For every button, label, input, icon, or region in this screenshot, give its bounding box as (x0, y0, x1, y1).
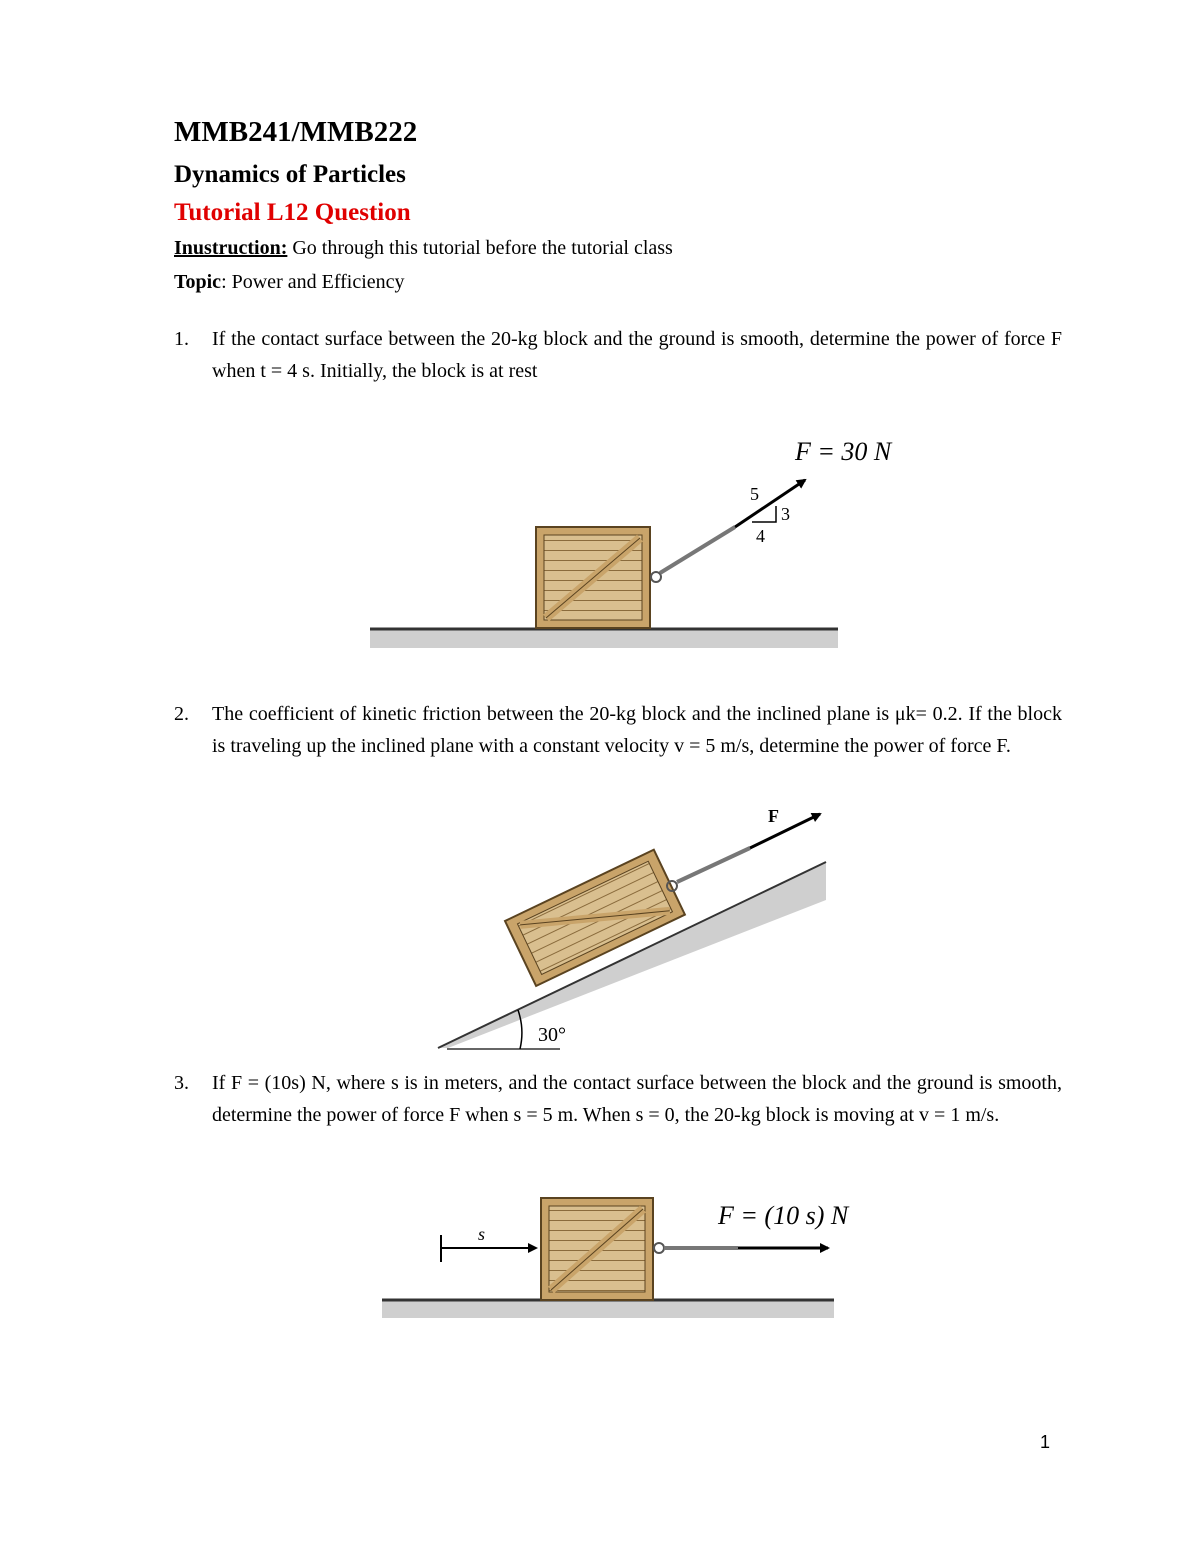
question-text: The coefficient of kinetic friction between the 20-kg block and the inclined plane is μk= 0.2. If the block is traveling up the inclined plane with a constant velocity v = 5 m/s, determine the power of force F. (212, 703, 1062, 757)
figure-2 (438, 806, 826, 1049)
topic-label: Topic (174, 271, 222, 293)
figure-1 (370, 437, 893, 648)
question-text: If F = (10s) N, where s is in meters, and the contact surface between the block and the ground is smooth, determine the power of force F when s = 5 m. When s = 0, the 20-kg block is moving at v = 1 m/s. (212, 1072, 1062, 1126)
page-number: 1 (1040, 1432, 1051, 1452)
force-label: F = (10 s) N (718, 1201, 849, 1230)
crate (536, 527, 650, 628)
hook-icon (654, 1243, 664, 1253)
slope-run-label: 4 (756, 526, 765, 546)
figure-3 (382, 1198, 850, 1318)
cable (660, 527, 735, 573)
question-number: 2. (174, 703, 189, 725)
question-number: 1. (174, 328, 189, 350)
hook-icon (651, 572, 661, 582)
position-label: s (478, 1224, 486, 1244)
force-label: F (768, 806, 779, 826)
question-number: 3. (174, 1072, 189, 1094)
subject-title: Dynamics of Particles (174, 161, 406, 188)
angle-label: 30° (538, 1024, 566, 1046)
topic-text: : Power and Efficiency (221, 271, 405, 293)
crate (541, 1198, 653, 1300)
ground-surface (382, 1300, 834, 1318)
slope-hyp-label: 5 (750, 484, 759, 504)
cable (677, 848, 750, 882)
ground-surface (370, 628, 838, 648)
force-label: F = 30 N (795, 437, 892, 466)
course-code: MMB241/MMB222 (174, 116, 418, 148)
tutorial-title: Tutorial L12 Question (174, 199, 411, 226)
force-arrow (750, 814, 820, 848)
instruction-label: Inustruction: (174, 237, 288, 259)
instruction-text: Go through this tutorial before the tutorial class (287, 237, 673, 259)
slope-rise-label: 3 (781, 504, 790, 524)
force-arrow (735, 480, 805, 527)
question-text: If the contact surface between the 20-kg block and the ground is smooth, determine the power of force F when t = 4 s. Initially, the block is at rest (212, 328, 1062, 382)
